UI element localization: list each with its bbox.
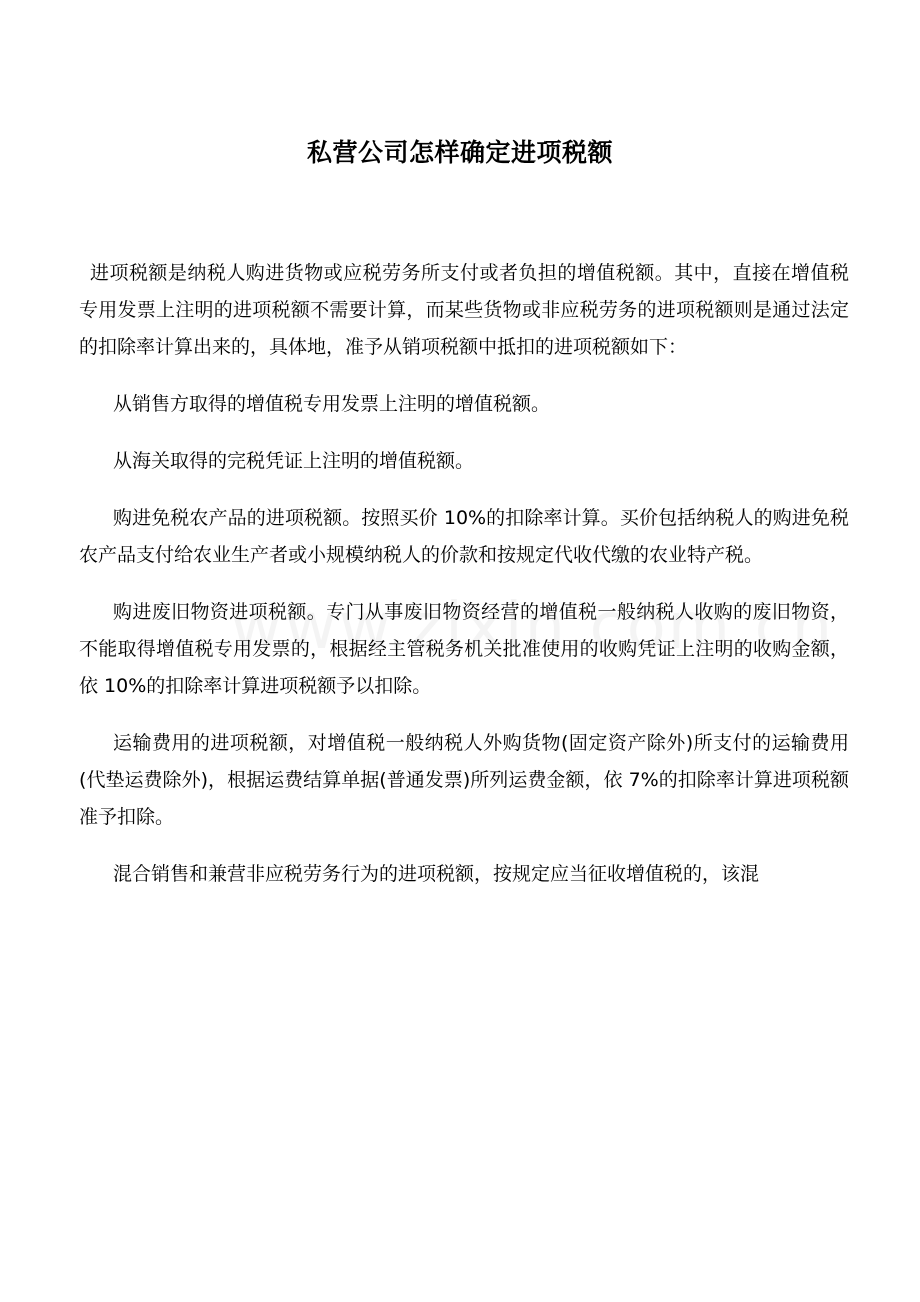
paragraph-item-4: 购进废旧物资进项税额。专门从事废旧物资经营的增值税一般纳税人收购的废旧物资，不能取得增值税专用发票的，根据经主管税务机关批准使用的收购凭证上注明的收购金额，依 10%的扣除率计算进项税额予以扣除。: [79, 601, 849, 697]
document-title: 私营公司怎样确定进项税额: [306, 137, 613, 167]
paragraph-item-3: 购进免税农产品的进项税额。按照买价 10%的扣除率计算。买价包括纳税人的购进免税农产品支付给农业生产者或小规模纳税人的价款和按规定代收代缴的农业特产税。: [79, 507, 849, 566]
paragraph-item-1: 从销售方取得的增值税专用发票上注明的增值税额。: [113, 393, 551, 415]
paragraph-item-6: 混合销售和兼营非应税劳务行为的进项税额，按规定应当征收增值税的，该混: [113, 863, 760, 885]
paragraph-item-2: 从海关取得的完税凭证上注明的增值税额。: [113, 450, 475, 472]
document-body: [79, 255, 849, 913]
paragraph-item-5: 运输费用的进项税额，对增值税一般纳税人外购货物(固定资产除外)所支付的运输费用(代垫运费除外)，根据运费结算单据(普通发票)所列运费金额，依 7%的扣除率计算进项税额准予扣除。: [79, 732, 849, 828]
paragraph-intro: 进项税额是纳税人购进货物或应税劳务所支付或者负担的增值税额。其中，直接在增值税专用发票上注明的进项税额不需要计算，而某些货物或非应税劳务的进项税额则是通过法定的扣除率计算出来的，具体地，准予从销项税额中抵扣的进项税额如下：: [79, 262, 849, 358]
